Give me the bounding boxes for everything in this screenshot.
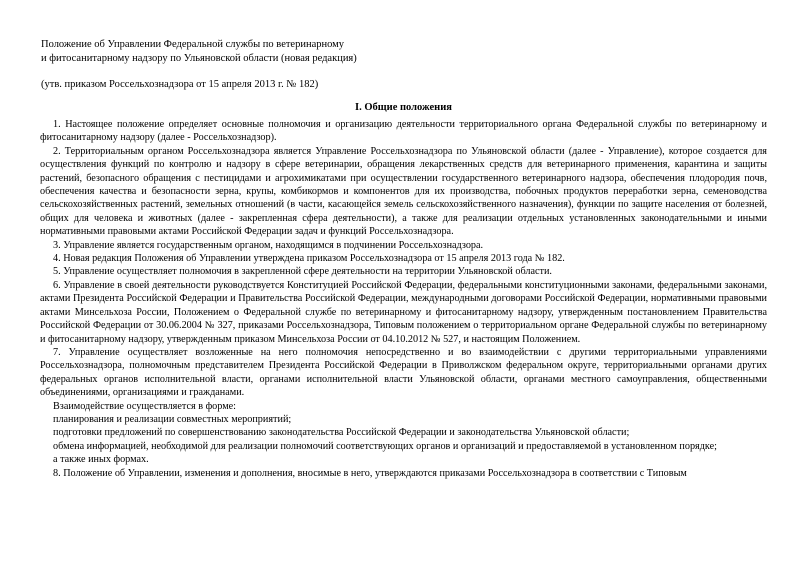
document-body (40, 118, 767, 480)
interaction-item: обмена информацией, необходимой для реализации полномочий соответствующих органов и организаций и предоставляемой в установленном порядке; (53, 440, 717, 452)
paragraph-1: 1. Настоящее положение определяет основные полномочия и организацию деятельности территориального органа Федеральной службы по ветеринарному и фитосанитарному надзору (далее - Россельхознадзор). (40, 119, 767, 144)
paragraph-8: 8. Положение об Управлении, изменения и дополнения, вносимые в него, утверждаются приказами Россельхознадзора в соответствии с Типовым (53, 467, 687, 479)
title-line-2: и фитосанитарному надзору по Ульяновской области (новая редакция) (41, 52, 357, 64)
interaction-intro: Взаимодействие осуществляется в форме: (53, 400, 237, 412)
interaction-item: планирования и реализации совместных мероприятий; (53, 413, 292, 425)
title-line-1: Положение об Управлении Федеральной службы по ветеринарному (41, 39, 345, 50)
interaction-item: а также иных формах. (53, 454, 149, 466)
document-title (41, 38, 461, 65)
section-title: I. Общие положения (355, 102, 452, 113)
interaction-item: подготовки предложений по совершенствованию законодательства Российской Федерации и законодательства Ульяновской области; (53, 427, 630, 439)
paragraph-3: 3. Управление является государственным органом, находящимся в подчинении Россельхознадзора. (53, 239, 484, 251)
paragraph-5: 5. Управление осуществляет полномочия в закрепленной сфере деятельности на территории Ульяновской области. (53, 266, 552, 278)
paragraph-6: 6. Управление в своей деятельности руководствуется Конституцией Российской Федерации, федеральными конституционными законами, федеральными законами, актами Президента Российской Федерации и Правительства Российской Федерации, международными договорами Российской Федерации, нормативными правовыми актами Минсельхоза России, Положением о Федеральной службе по ветеринарному и фитосанитарному надзору, утвержденным постановлением Правительства Российской Федерации от 30.06.2004 № 327, приказами Россельхознадзора, Типовым положением о территориальном органе Федеральной службы по ветеринарному и фитосанитарному надзору, утвержденным приказом Минсельхоза России от 04.10.2012 № 527, и настоящим Положением. (40, 279, 767, 345)
paragraph-2: 2. Территориальным органом Россельхознадзора является Управление Россельхознадзора по Ульяновской области (далее - Управление), которое создается для осуществления функций по контролю и надзору в сфере ветеринарии, обращения лекарственных средств для ветеринарного применения, карантина и защиты растений, безопасного обращения с пестицидами и агрохимикатами при осуществлении государственного ветеринарного надзора, обеспечения плодородия почв, обеспечения качества и безопасности зерна, крупы, комбикормов и компонентов для их производства, побочных продуктов переработки зерна, семеноводства сельскохозяйственных растений, земельных отношений (в части, касающейся земель сельскохозяйственного назначения), функции по защите населения от болезней, общих для человека и животных (далее - закрепленная сфера деятельности), а также для реализации отдельных установленных законодательными и иными нормативными правовыми актами Российской Федерации задач и функций Россельхознадзора. (40, 145, 767, 238)
paragraph-7: 7. Управление осуществляет возложенные на него полномочия непосредственно и во взаимодействии с другими территориальными управлениями Россельхознадзора, полномочным представителем Президента Российской Федерации в Приволжском федеральном округе, территориальными органами других федеральных органов исполнительной власти, органами исполнительной власти Ульяновской области, органами местного самоуправления, общественными объединениями, организациями и гражданами. (40, 346, 767, 399)
paragraph-4: 4. Новая редакция Положения об Управлении утверждена приказом Россельхознадзора от 15 апреля 2013 года № 182. (53, 253, 565, 265)
approval-note: (утв. приказом Россельхознадзора от 15 апреля 2013 г. № 182) (41, 79, 319, 90)
